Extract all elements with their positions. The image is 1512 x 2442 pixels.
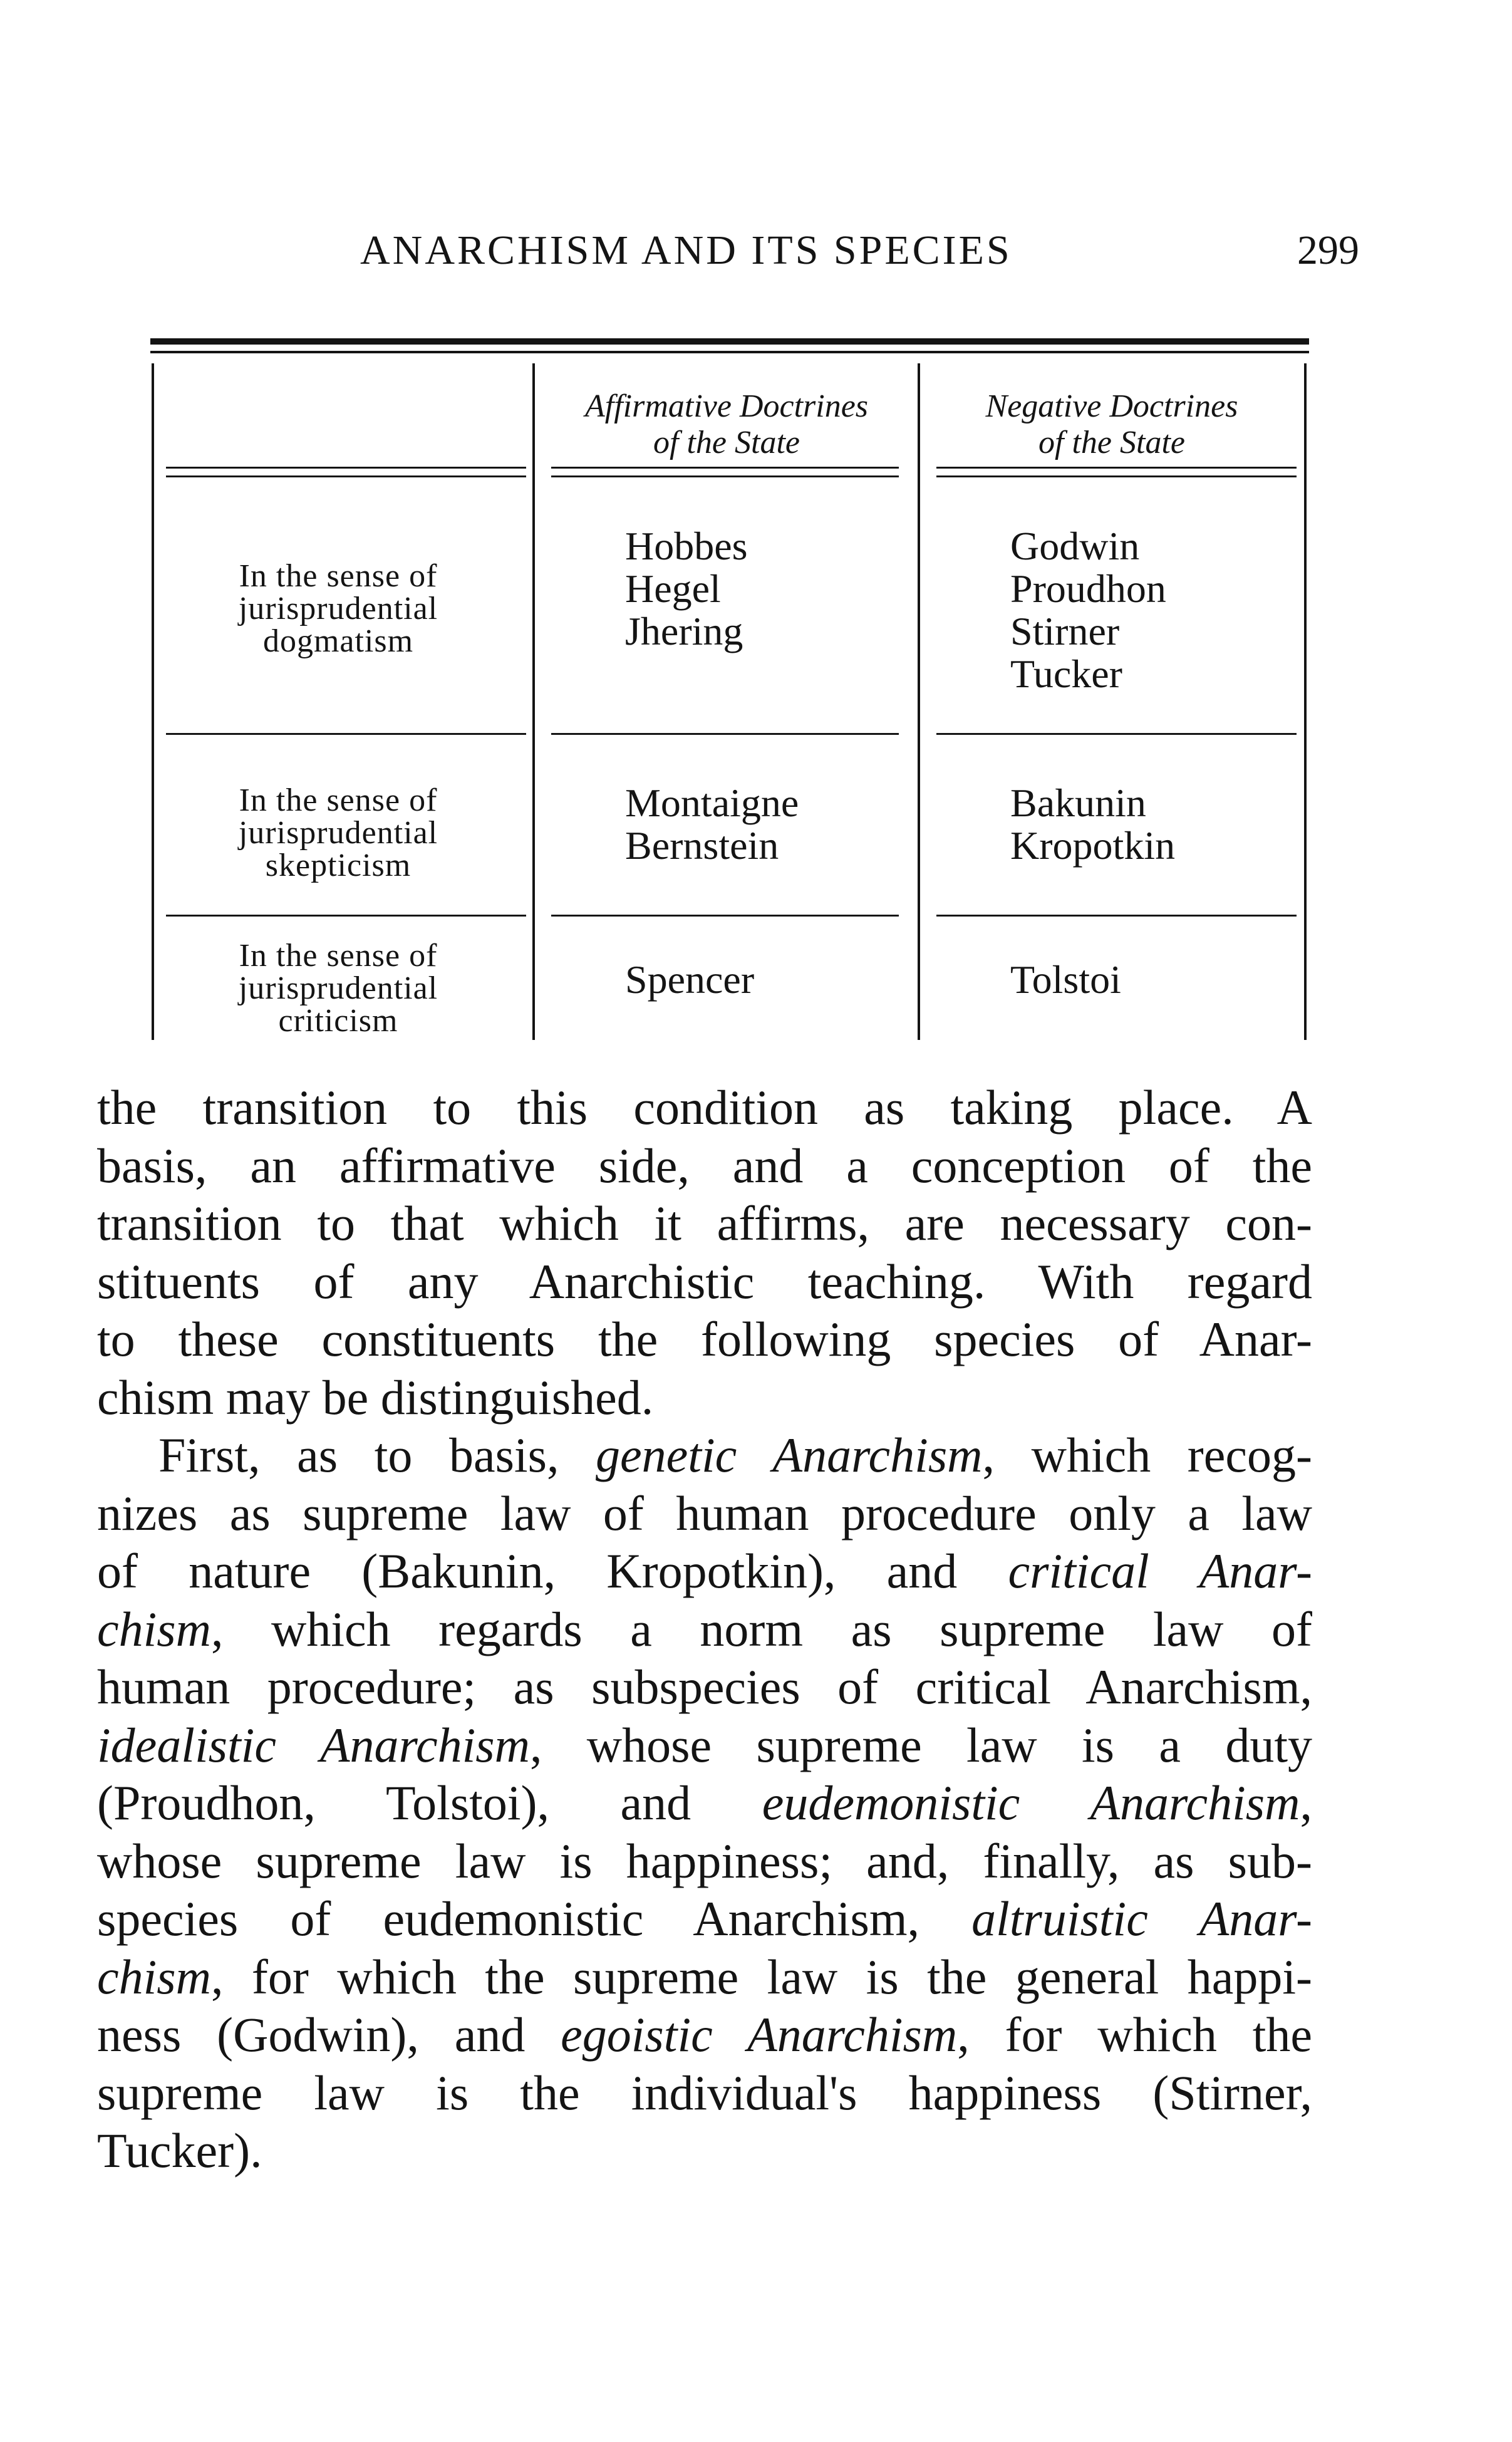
- text-line: human procedure; as subspecies of critical Anarchism,: [97, 1660, 1312, 1714]
- text-line: ness (Godwin), and egoistic Anarchism, for which the: [97, 2007, 1312, 2062]
- negative-skepticism: Bakunin Kropotkin: [1010, 781, 1176, 868]
- body-text: [97, 1079, 1312, 2180]
- table-top-rule: [150, 338, 1309, 345]
- text-line: species of eudemonistic Anarchism, altruistic Anar-: [97, 1891, 1312, 1946]
- doctrines-table: [150, 332, 1309, 1040]
- affirmative-skepticism: Montaigne Bernstein: [625, 781, 799, 868]
- text-line: the transition to this condition as taking place. A: [97, 1080, 1312, 1135]
- column-header-negative: Negative Doctrines of the State: [985, 388, 1238, 460]
- row-rule: [551, 915, 899, 917]
- table-column-divider: [532, 363, 535, 1040]
- table-top-rule-thin: [150, 351, 1309, 353]
- text-line: chism, for which the supreme law is the general happi-: [97, 1949, 1312, 2004]
- text-line: to these constituents the following species of Anar-: [97, 1312, 1312, 1366]
- row-label-criticism: In the sense of jurisprudential criticism: [238, 938, 438, 1039]
- row-rule: [166, 915, 526, 917]
- text-line: whose supreme law is happiness; and, finally, as sub-: [97, 1833, 1312, 1888]
- row-label-skepticism: In the sense of jurisprudential skepticism: [238, 782, 438, 883]
- table-left-border: [152, 363, 154, 1040]
- text-line: transition to that which it affirms, are necessary con-: [97, 1196, 1312, 1250]
- row-rule: [936, 733, 1297, 735]
- negative-dogmatism: Godwin Proudhon Stirner Tucker: [1010, 524, 1166, 696]
- header-rule: [166, 467, 526, 469]
- text-line: idealistic Anarchism, whose supreme law is a duty: [97, 1717, 1312, 1772]
- column-header-affirmative: Affirmative Doctrines of the State: [584, 388, 869, 460]
- chapter-title: ANARCHISM AND ITS SPECIES: [360, 227, 1012, 273]
- table-right-border: [1304, 363, 1307, 1040]
- text-line: supreme law is the individual's happiness (Stirner,: [97, 2065, 1312, 2120]
- text-line: First, as to basis, genetic Anarchism, which recog-: [158, 1428, 1312, 1482]
- negative-criticism: Tolstoi: [1010, 957, 1121, 1002]
- running-header: [360, 227, 1359, 283]
- text-line: (Proudhon, Tolstoi), and eudemonistic Anarchism,: [97, 1775, 1312, 1830]
- text-line: chism may be distinguished.: [97, 1369, 654, 1425]
- text-line: basis, an affirmative side, and a conception of the: [97, 1138, 1312, 1193]
- text-line: stituents of any Anarchistic teaching. With regard: [97, 1254, 1312, 1309]
- row-label-dogmatism: In the sense of jurisprudential dogmatism: [238, 558, 438, 659]
- affirmative-dogmatism: Hobbes Hegel Jhering: [625, 524, 748, 653]
- table-column-divider: [918, 363, 920, 1040]
- header-rule: [936, 467, 1297, 469]
- text-line: Tucker).: [97, 2123, 262, 2178]
- header-rule: [551, 475, 899, 477]
- page-number: 299: [1297, 227, 1359, 273]
- header-rule: [166, 475, 526, 477]
- text-line: of nature (Bakunin, Kropotkin), and critical Anar-: [97, 1544, 1312, 1598]
- header-rule: [936, 475, 1297, 477]
- header-rule: [551, 467, 899, 469]
- row-rule: [936, 915, 1297, 917]
- text-line: chism, which regards a norm as supreme law of: [97, 1601, 1312, 1656]
- row-rule: [166, 733, 526, 735]
- affirmative-criticism: Spencer: [625, 957, 755, 1002]
- row-rule: [551, 733, 899, 735]
- text-line: nizes as supreme law of human procedure only a law: [97, 1485, 1312, 1541]
